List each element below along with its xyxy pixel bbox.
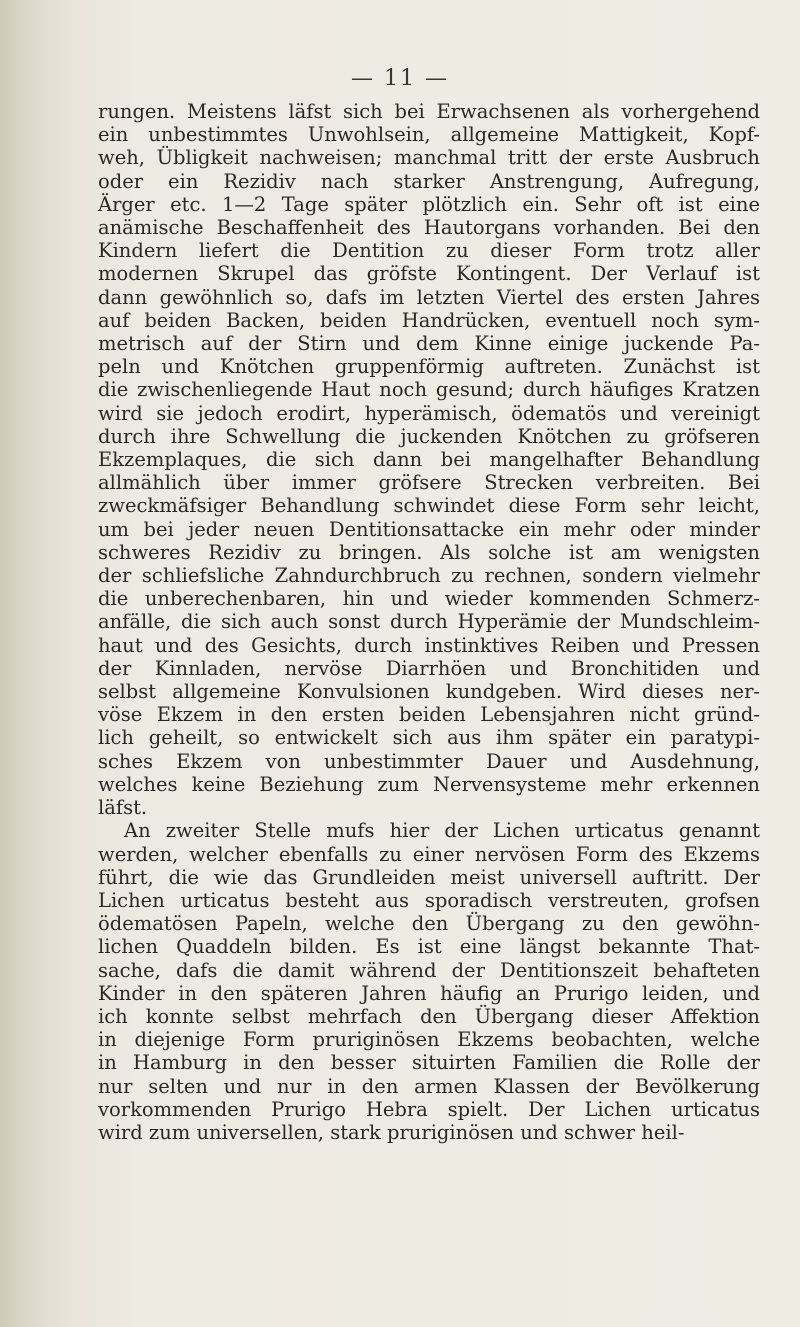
text-line: sache, dafs die damit während der Dentitionszeit behafteten bbox=[98, 958, 760, 982]
text-line: die unberechenbaren, hin und wieder kommenden Schmerz- bbox=[98, 587, 760, 611]
text-line: An zweiter Stelle mufs hier der Lichen urticatus genannt bbox=[124, 819, 760, 843]
text-line: lich geheilt, so entwickelt sich aus ihm später ein paratypi- bbox=[98, 726, 760, 750]
text-line: schweres Rezidiv zu bringen. Als solche ist am wenigsten bbox=[98, 540, 760, 564]
text-line: welches keine Beziehung zum Nervensysteme mehr erkennen bbox=[98, 772, 760, 796]
text-line: wird sie jedoch erodirt, hyperämisch, ödematös und vereinigt bbox=[98, 401, 760, 425]
text-line: werden, welcher ebenfalls zu einer nervösen Form des Ekzems bbox=[98, 842, 760, 866]
text-line: oder ein Rezidiv nach starker Anstrengung, Aufregung, bbox=[98, 169, 760, 193]
text-line: um bei jeder neuen Dentitionsattacke ein mehr oder minder bbox=[98, 517, 760, 541]
text-line: vorkommenden Prurigo Hebra spielt. Der Lichen urticatus bbox=[98, 1097, 760, 1121]
text-line: weh, Übligkeit nachweisen; manchmal tritt der erste Ausbruch bbox=[98, 146, 760, 170]
text-line: sches Ekzem von unbestimmter Dauer und Ausdehnung, bbox=[98, 749, 760, 773]
text-line: Ärger etc. 1—2 Tage später plötzlich ein. Sehr oft ist eine bbox=[98, 192, 760, 216]
text-line: dann gewöhnlich so, dafs im letzten Viertel des ersten Jahres bbox=[98, 285, 760, 309]
text-line: in diejenige Form pruriginösen Ekzems beobachten, welche bbox=[98, 1028, 760, 1052]
text-line: Kindern liefert die Dentition zu dieser Form trotz aller bbox=[98, 239, 760, 263]
text-line: lichen Quaddeln bilden. Es ist eine längst bekannte That- bbox=[98, 935, 760, 959]
text-line: Lichen urticatus besteht aus sporadisch verstreuten, grofsen bbox=[98, 888, 760, 912]
text-line: anfälle, die sich auch sonst durch Hyperämie der Mundschleim- bbox=[98, 610, 760, 634]
text-line: Ekzemplaques, die sich dann bei mangelhafter Behandlung bbox=[98, 448, 760, 472]
text-line: nur selten und nur in den armen Klassen der Bevölkerung bbox=[98, 1074, 760, 1098]
text-line: Kinder in den späteren Jahren häufig an Prurigo leiden, und bbox=[98, 981, 760, 1005]
text-line: in Hamburg in den besser situirten Familien die Rolle der bbox=[98, 1051, 760, 1075]
text-line: durch ihre Schwellung die juckenden Knötchen zu gröfseren bbox=[98, 424, 760, 448]
text-line: ödematösen Papeln, welche den Übergang zu den gewöhn- bbox=[98, 912, 760, 936]
text-line: läfst. bbox=[98, 796, 148, 820]
text-line: haut und des Gesichts, durch instinktives Reiben und Pressen bbox=[98, 633, 760, 657]
text-line: anämische Beschaffenheit des Hautorgans vorhanden. Bei den bbox=[98, 216, 760, 240]
text-line: metrisch auf der Stirn und dem Kinne einige juckende Pa- bbox=[98, 332, 760, 356]
text-line: vöse Ekzem in den ersten beiden Lebensjahren nicht gründ- bbox=[98, 703, 760, 727]
text-line: führt, die wie das Grundleiden meist universell auftritt. Der bbox=[98, 865, 760, 889]
text-line: peln und Knötchen gruppenförmig auftreten. Zunächst ist bbox=[98, 355, 760, 379]
text-line: rungen. Meistens läfst sich bei Erwachsenen als vorhergehend bbox=[98, 100, 760, 123]
text-line: der Kinnladen, nervöse Diarrhöen und Bronchitiden und bbox=[98, 656, 760, 680]
page-number-header: — 11 — bbox=[351, 66, 449, 91]
text-line: der schliefsliche Zahndurchbruch zu rechnen, sondern vielmehr bbox=[98, 564, 760, 588]
text-line: modernen Skrupel das gröfste Kontingent. Der Verlauf ist bbox=[98, 262, 760, 286]
page-body-text bbox=[98, 100, 760, 1144]
text-line: wird zum universellen, stark pruriginösen und schwer heil- bbox=[98, 1120, 685, 1144]
text-line: ich konnte selbst mehrfach den Übergang dieser Affektion bbox=[98, 1004, 760, 1028]
text-line: ein unbestimmtes Unwohlsein, allgemeine Mattigkeit, Kopf- bbox=[98, 123, 760, 147]
text-line: auf beiden Backen, beiden Handrücken, eventuell noch sym- bbox=[98, 308, 760, 332]
text-line: die zwischenliegende Haut noch gesund; durch häufiges Kratzen bbox=[98, 378, 760, 402]
text-line: allmählich über immer gröfsere Strecken verbreiten. Bei bbox=[98, 471, 760, 495]
text-line: zweckmäfsiger Behandlung schwindet diese Form sehr leicht, bbox=[98, 494, 760, 518]
text-line: selbst allgemeine Konvulsionen kundgeben. Wird dieses ner- bbox=[98, 680, 760, 704]
